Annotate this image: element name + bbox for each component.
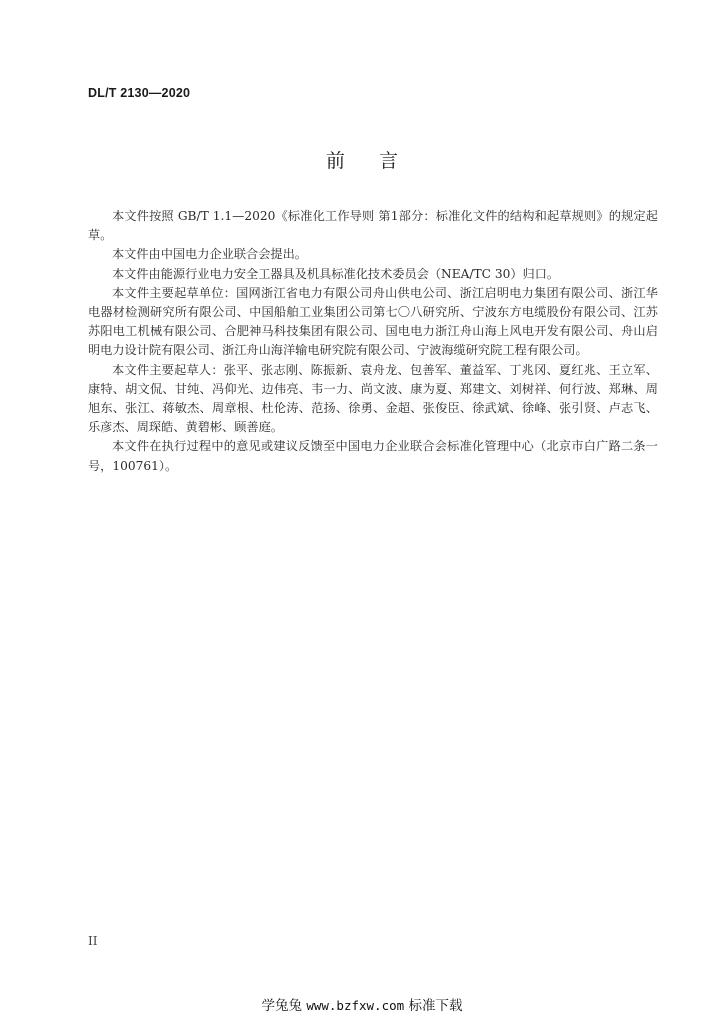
paragraph-committee: 本文件由能源行业电力安全工器具及机具标准化技术委员会（NEA/TC 30）归口。 <box>112 266 560 281</box>
paragraph-proposer: 本文件由中国电力企业联合会提出。 <box>112 247 307 262</box>
paragraph-drafting-units: 本文件主要起草单位：国网浙江省电力有限公司舟山供电公司、浙江启明电力集团有限公司、浙江华电器材检测研究所有限公司、中国船舶工业集团公司第七〇八研究所、宁波东方电缆股份有限公司、江苏苏阳电工机械有限公司、合肥神马科技集团有限公司、国电电力浙江舟山海上风电开发有限公司、舟山启明电力设计院有限公司、浙江舟山海洋输电研究院有限公司、宁波海缆研究院工程有限公司。 <box>88 285 658 358</box>
paragraph-feedback: 本文件在执行过程中的意见或建议反馈至中国电力企业联合会标准化管理中心（北京市白广路二条一号，100761）。 <box>88 439 658 473</box>
page-number: II <box>88 934 98 948</box>
foreword-body <box>88 207 658 476</box>
watermark <box>0 994 724 1014</box>
watermark-tail: 标准下载 <box>408 998 463 1014</box>
watermark-site: 学兔兔 <box>261 998 303 1014</box>
paragraph-drafters: 本文件主要起草人：张平、张志刚、陈振新、袁舟龙、包善军、董益军、丁兆冈、夏红兆、王立军、康特、胡文侃、甘纯、冯仰光、边伟亮、韦一力、尚文波、康为夏、郑建文、刘树祥、何行波、郑琳、周旭东、张江、蒋敏杰、周章根、杜伦涛、范扬、徐勇、金超、张俊臣、徐武斌、徐峰、张引贤、卢志飞、乐彦杰、周琛皓、黄碧彬、顾善庭。 <box>88 362 658 435</box>
document-code: DL/T 2130—2020 <box>88 86 191 100</box>
page-title: 前言 <box>325 150 432 172</box>
paragraph-drafting-rules: 本文件按照 GB/T 1.1—2020《标准化工作导则 第1部分：标准化文件的结构和起草规则》的规定起草。 <box>88 209 658 243</box>
watermark-url: www.bzfxw.com <box>306 998 405 1013</box>
